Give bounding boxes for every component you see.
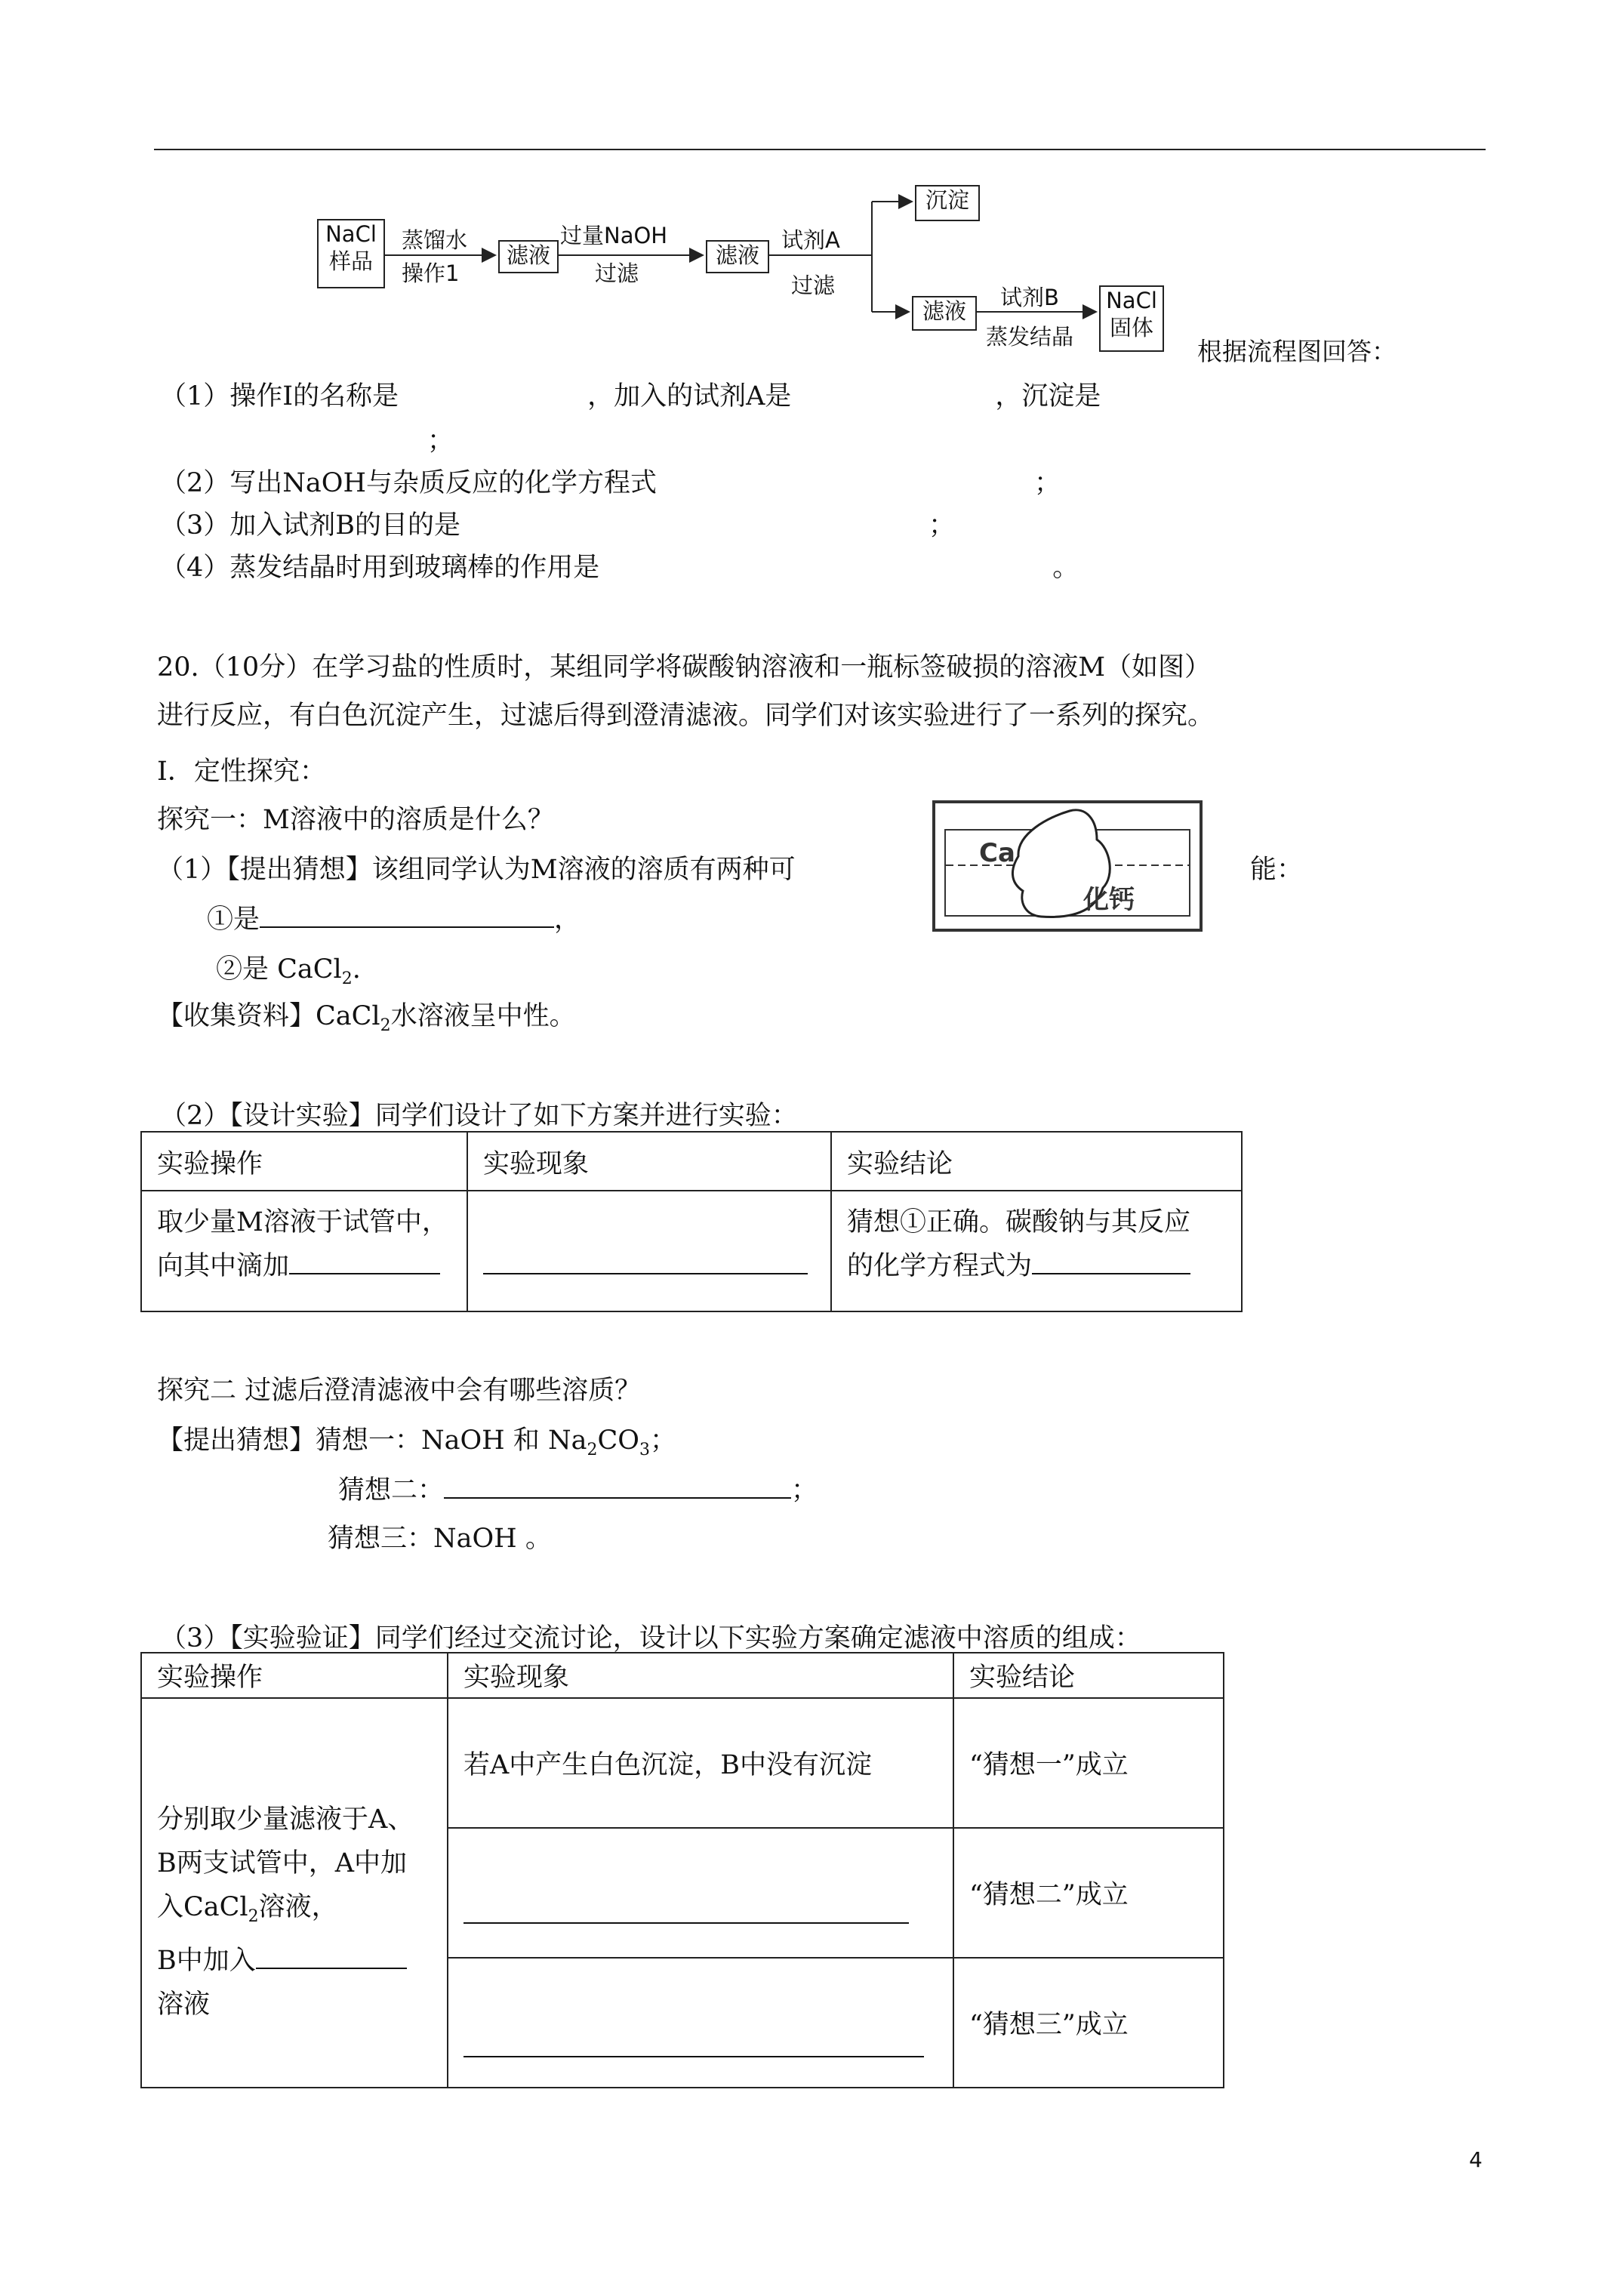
flow-box-precipitate: 沉淀 xyxy=(915,185,980,221)
table-header: 实验操作 xyxy=(141,1132,467,1191)
cell-line xyxy=(483,1244,815,1288)
q-text: 的化学方程式为 xyxy=(847,1251,1033,1281)
torn-label-svg xyxy=(935,803,1200,929)
explore-two: 探究二 过滤后澄清滤液中会有哪些溶质？ xyxy=(157,1376,642,1406)
cell-line xyxy=(157,1244,451,1288)
q-text: 。 xyxy=(1052,553,1079,583)
subscript: 2 xyxy=(587,1441,598,1459)
flow-box-filtrate2: 滤液 xyxy=(706,240,769,273)
flow-label: 试剂B xyxy=(1000,285,1059,310)
q-text: 入CaCl xyxy=(157,1891,248,1922)
cell-line: B两支试管中，A中加 xyxy=(157,1848,407,1878)
q-text: ； xyxy=(1033,468,1061,498)
answer-blank xyxy=(463,1922,909,1924)
section-qualitative: Ⅰ．定性探究： xyxy=(157,757,326,787)
cell-line xyxy=(157,1885,432,1939)
answer-blank xyxy=(289,1272,440,1274)
q19-4 xyxy=(160,547,1079,584)
table-header: 实验现象 xyxy=(467,1132,831,1191)
flow-text: NaCl xyxy=(325,221,377,247)
collect-info xyxy=(157,995,576,1035)
cell-line: 溶液 xyxy=(157,1989,211,2020)
table-cell xyxy=(448,1828,953,1958)
explore-one: 探究一：M溶液中的溶质是什么？ xyxy=(157,805,554,835)
table-cell xyxy=(141,1191,467,1311)
table-cell xyxy=(448,1958,953,2088)
cell-line: 猜想①正确。碳酸钠与其反应 xyxy=(847,1207,1191,1237)
table-header: 实验现象 xyxy=(448,1653,953,1698)
cell-line: 取少量M溶液于试管中， xyxy=(157,1207,448,1237)
guess-three: 猜想三：NaOH 。 xyxy=(328,1524,552,1554)
answer-blank xyxy=(460,533,929,534)
flow-label: 蒸馏水 xyxy=(402,227,468,253)
subscript: 2 xyxy=(341,969,353,988)
cell-spacer xyxy=(483,1200,815,1244)
q-text: ； xyxy=(929,510,956,541)
q-text: （2）写出NaOH与杂质反应的化学方程式 xyxy=(160,468,657,498)
q-text: （4）蒸发结晶时用到玻璃棒的作用是 xyxy=(160,553,600,583)
table-row xyxy=(141,1191,1242,1311)
flow-label: 操作1 xyxy=(402,260,460,286)
answer-blank xyxy=(256,1967,407,1969)
answer-blank xyxy=(483,1272,808,1274)
q-text: . xyxy=(352,954,361,985)
q-text: ②是 CaCl xyxy=(216,954,342,985)
broken-label-image xyxy=(932,800,1203,932)
table-cell: “猜想二”成立 xyxy=(953,1828,1224,1958)
label-text-gai: 化钙 xyxy=(1083,885,1135,915)
flow-label: 试剂A xyxy=(781,227,840,253)
label-text-ca: Ca xyxy=(979,838,1015,868)
q-text: ①是 xyxy=(207,905,260,935)
answer-blank xyxy=(260,926,554,928)
q-text: 【收集资料】CaCl xyxy=(157,1001,380,1031)
flow-text: 固体 xyxy=(1109,315,1153,341)
q-text: 【提出猜想】猜想一：NaOH 和 Na xyxy=(157,1425,587,1456)
q-text: 猜想二： xyxy=(338,1475,445,1505)
table-row xyxy=(141,1653,1224,1698)
design-title: （2）【设计实验】同学们设计了如下方案并进行实验： xyxy=(160,1101,798,1131)
q-text: 溶液， xyxy=(258,1891,338,1922)
subscript: 2 xyxy=(380,1016,391,1035)
flow-caption: 根据流程图回答： xyxy=(1197,337,1397,366)
q19-1 xyxy=(160,375,1101,413)
flow-label: 过滤 xyxy=(791,273,836,298)
flow-label: 过滤 xyxy=(595,260,639,286)
table-cell xyxy=(141,1698,448,2088)
table-cell: “猜想三”成立 xyxy=(953,1958,1224,2088)
guess-one xyxy=(157,1419,676,1459)
cell-line xyxy=(847,1244,1226,1288)
table-cell: 若A中产生白色沉淀，B中没有沉淀 xyxy=(448,1698,953,1828)
answer-blank xyxy=(599,575,1052,576)
guess-line-end: 能： xyxy=(1250,855,1304,885)
flow-box-filtrate3: 滤液 xyxy=(912,296,977,331)
flow-box-filtrate1: 滤液 xyxy=(498,240,559,273)
answer-blank xyxy=(444,1496,791,1499)
table-row xyxy=(141,1698,1224,1828)
q19-3 xyxy=(160,504,955,542)
table-header: 实验操作 xyxy=(141,1653,448,1698)
guess-2 xyxy=(216,948,361,988)
verify-title: （3）【实验验证】同学们经过交流讨论，设计以下实验方案确定滤液中溶质的组成： xyxy=(160,1623,1141,1653)
q-text: （1）操作Ⅰ的名称是 xyxy=(160,381,399,411)
q-text: ； xyxy=(649,1425,676,1456)
subscript: 2 xyxy=(248,1906,259,1926)
guess-line: （1）【提出猜想】该组同学认为M溶液的溶质有两种可 xyxy=(157,855,796,885)
q-text: ； xyxy=(791,1475,818,1505)
table-design xyxy=(140,1131,1243,1312)
q19-2 xyxy=(160,462,1061,500)
q-text: ， xyxy=(554,905,581,935)
cell-line: 分别取少量滤液于A、 xyxy=(157,1804,414,1835)
guess-two xyxy=(338,1469,818,1507)
answer-blank xyxy=(1032,1272,1190,1274)
q19-1-end: ； xyxy=(427,426,454,456)
table-cell xyxy=(467,1191,831,1311)
table-header: 实验结论 xyxy=(831,1132,1242,1191)
table-header: 实验结论 xyxy=(953,1653,1224,1698)
subscript: 3 xyxy=(639,1441,650,1459)
answer-blank xyxy=(399,404,587,405)
table-verify xyxy=(140,1652,1224,2088)
q20-line1: 20.（10分）在学习盐的性质时，某组同学将碳酸钠溶液和一瓶标签破损的溶液M（如图） xyxy=(157,652,1212,683)
page-number: 4 xyxy=(1469,2147,1483,2172)
table-row xyxy=(141,1132,1242,1191)
guess-1 xyxy=(207,898,581,936)
table-cell xyxy=(831,1191,1242,1311)
q-text: 水溶液呈中性。 xyxy=(390,1001,576,1031)
flow-label: 蒸发结晶 xyxy=(986,324,1074,350)
q-text: （3）加入试剂B的目的是 xyxy=(160,510,460,541)
answer-blank xyxy=(657,491,1034,492)
cell-line xyxy=(157,1939,432,1983)
q-text: ，加入的试剂A是 xyxy=(587,381,792,411)
answer-blank xyxy=(463,2055,924,2057)
table-cell: “猜想一”成立 xyxy=(953,1698,1224,1828)
q-text: CO xyxy=(597,1425,639,1456)
q-text: ，沉淀是 xyxy=(995,381,1101,411)
q20-line2: 进行反应，有白色沉淀产生，过滤后得到澄清滤液。同学们对该实验进行了一系列的探究。 xyxy=(157,701,1215,731)
answer-blank xyxy=(791,404,995,405)
q-text: B中加入 xyxy=(157,1945,256,1976)
q-text: 向其中滴加 xyxy=(157,1251,290,1281)
flow-text: NaCl xyxy=(1106,288,1157,313)
flow-label: 过量NaOH xyxy=(560,223,668,248)
flow-arrows xyxy=(0,0,1623,378)
flow-text: 样品 xyxy=(328,248,373,274)
